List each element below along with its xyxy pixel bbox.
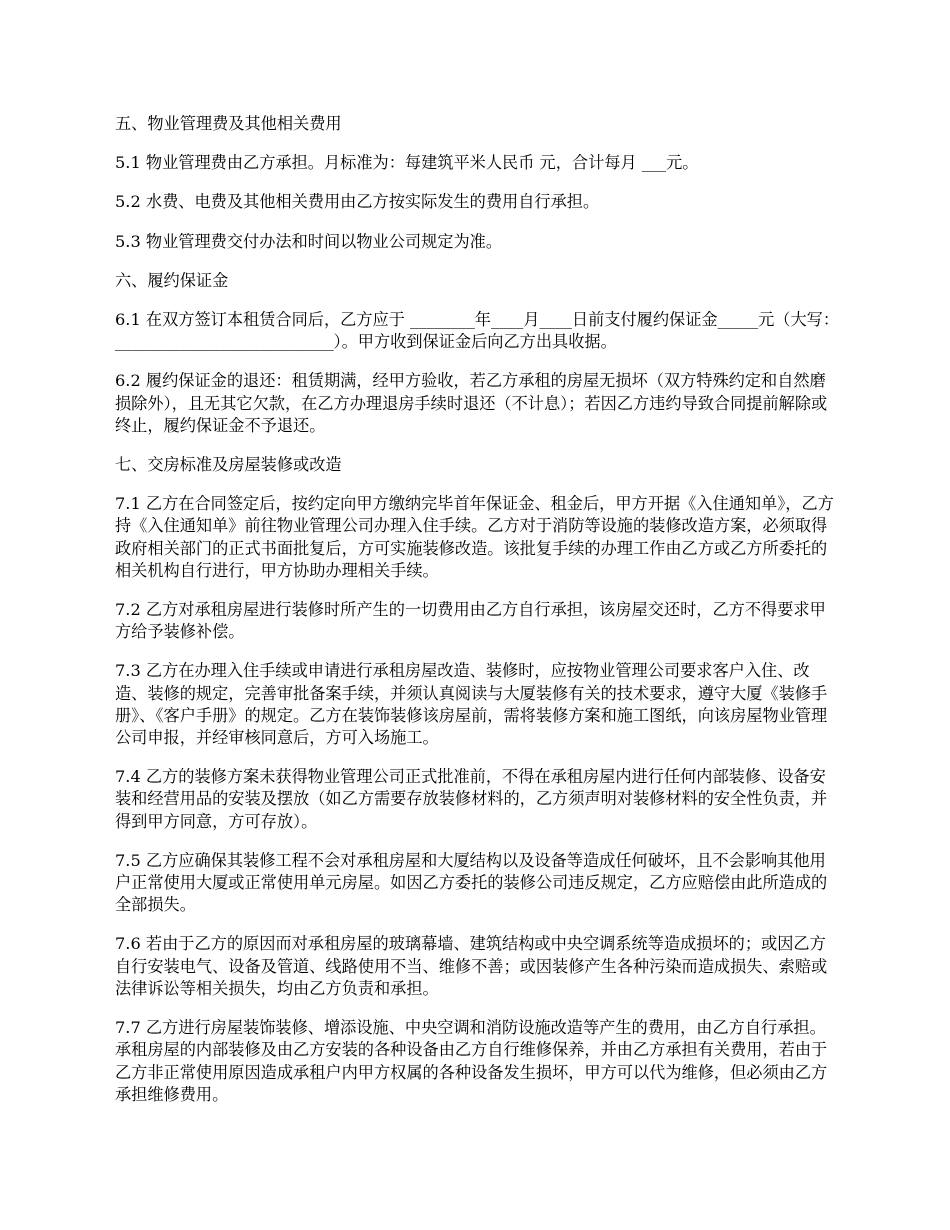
clause-7-5: 7.5 乙方应确保其装修工程不会对承租房屋和大厦结构以及设备等造成任何破坏，且不会影响其他用户正常使用大厦或正常使用单元房屋。如因乙方委托的装修公司违反规定，乙方应赔偿由此所造成的全部损失。 — [115, 850, 828, 915]
clause-7-4: 7.4 乙方的装修方案未获得物业管理公司正式批准前，不得在承租房屋内进行任何内部装修、设备安装和经营用品的安装及摆放（如乙方需要存放装修材料的，乙方须声明对装修材料的安全性负责，并得到甲方同意，方可存放）。 — [115, 767, 828, 831]
clause-7-7: 7.7 乙方进行房屋装饰装修、增添设施、中央空调和消防设施改造等产生的费用，由乙方自行承担。承租房屋的内部装修及由乙方安装的各种设备由乙方自行维修保养，并由乙方承担有关费用，若由于乙方非正常使用原因造成承租户内甲方权属的各种设备发生损坏，甲方可以代为维修，但必须由乙方承担维修费用。 — [115, 1018, 828, 1104]
clause-7-6: 7.6 若由于乙方的原因而对承租房屋的玻璃幕墙、建筑结构或中央空调系统等造成损坏的；或因乙方自行安装电气、设备及管道、线路使用不当、维修不善；或因装修产生各种污染而造成损失、索赔或法律诉讼等相关损失，均由乙方负责和承担。 — [115, 934, 828, 998]
clause-5-3: 5.3 物业管理费交付办法和时间以物业公司规定为准。 — [115, 231, 503, 251]
clause-7-3: 7.3 乙方在办理入住手续或申请进行承租房屋改造、装修时，应按物业管理公司要求客户入住、改造、装修的规定，完善审批备案手续，并须认真阅读与大厦装修有关的技术要求，遵守大厦《装修手册》、《客户手册》的规定。乙方在装饰装修该房屋前，需将装修方案和施工图纸，向该房屋物业管理公司申报，并经审核同意后，方可入场施工。 — [115, 661, 828, 748]
section-heading-7: 七、交房标准及房屋装修或改造 — [115, 455, 342, 475]
clause-7-2: 7.2 乙方对承租房屋进行装修时所产生的一切费用由乙方自行承担，该房屋交还时，乙方不得要求甲方给予装修补偿。 — [115, 600, 826, 642]
clause-5-2: 5.2 水费、电费及其他相关费用由乙方按实际发生的费用自行承担。 — [115, 192, 600, 212]
clause-7-1: 7.1 乙方在合同签定后，按约定向甲方缴纳完毕首年保证金、租金后，甲方开据《入住通知单》，乙方持《入住通知单》前往物业管理公司办理入住手续。乙方对于消防等设施的装修改造方案，必须取得政府相关部门的正式书面批复后，方可实施装修改造。该批复手续的办理工作由乙方或乙方所委托的相关机构自行进行，甲方协助办理相关手续。 — [115, 494, 834, 580]
clause-5-1: 5.1 物业管理费由乙方承担。月标准为：每建筑平米人民币 元，合计每月 ___元。 — [115, 153, 699, 173]
section-heading-5: 五、物业管理费及其他相关费用 — [115, 114, 342, 133]
clause-6-1: 6.1 在双方签订本租赁合同后，乙方应于 ________年____月____日前支付履约保证金_____元（大写：___________________________）。甲方收到保证金后向乙方出具收据。 — [115, 310, 840, 352]
clause-6-2: 6.2 履约保证金的退还：租赁期满，经甲方验收，若乙方承租的房屋无损坏（双方特殊约定和自然磨损除外），且无其它欠款，在乙方办理退房手续时退还（不计息）；若因乙方违约导致合同提前解除或终止，履约保证金不予退还。 — [115, 371, 828, 435]
section-heading-6: 六、履约保证金 — [115, 270, 229, 290]
